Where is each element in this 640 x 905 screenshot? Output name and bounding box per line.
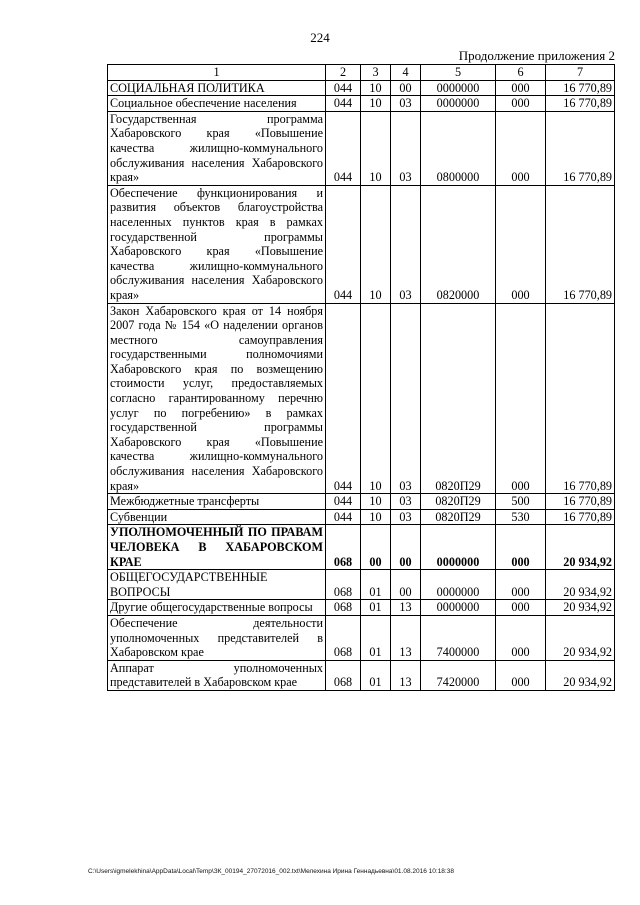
code-cell: 10 xyxy=(361,96,391,112)
row-name-cell: Аппарат уполномоченных представителей в Хабаровском крае xyxy=(108,660,326,690)
code-cell: 00 xyxy=(361,525,391,570)
code-cell: 10 xyxy=(361,185,391,303)
code-cell: 068 xyxy=(326,615,361,660)
code-cell: 068 xyxy=(326,600,361,616)
row-name-cell: Социальное обеспечение населения xyxy=(108,96,326,112)
code-cell: 068 xyxy=(326,570,361,600)
amount-cell: 20 934,92 xyxy=(546,600,615,616)
code-cell: 000 xyxy=(496,600,546,616)
table-row xyxy=(108,96,615,112)
code-cell: 10 xyxy=(361,80,391,96)
table-header-row xyxy=(108,65,615,81)
code-cell: 13 xyxy=(391,660,421,690)
code-cell: 000 xyxy=(496,185,546,303)
code-cell: 0000000 xyxy=(421,96,496,112)
code-cell: 13 xyxy=(391,600,421,616)
row-name-cell: Обеспечение функционирования и развития объектов благоустройства населенных пунктов края в рамках государственной программы Хабаровского края «Повышение качества жилищно-коммунального обслуживания населения Хабаровского края» xyxy=(108,185,326,303)
code-cell: 13 xyxy=(391,615,421,660)
budget-table xyxy=(107,64,615,691)
code-cell: 000 xyxy=(496,80,546,96)
table-row xyxy=(108,111,615,185)
code-cell: 01 xyxy=(361,660,391,690)
amount-cell: 16 770,89 xyxy=(546,111,615,185)
code-cell: 044 xyxy=(326,509,361,525)
code-cell: 044 xyxy=(326,494,361,510)
column-header: 5 xyxy=(421,65,496,81)
column-header: 6 xyxy=(496,65,546,81)
code-cell: 044 xyxy=(326,303,361,494)
code-cell: 10 xyxy=(361,303,391,494)
code-cell: 044 xyxy=(326,80,361,96)
code-cell: 044 xyxy=(326,96,361,112)
code-cell: 0820П29 xyxy=(421,494,496,510)
amount-cell: 16 770,89 xyxy=(546,80,615,96)
page-number: 224 xyxy=(310,30,330,45)
column-header: 1 xyxy=(108,65,326,81)
table-row xyxy=(108,494,615,510)
code-cell: 000 xyxy=(496,303,546,494)
amount-cell: 20 934,92 xyxy=(546,660,615,690)
column-header: 7 xyxy=(546,65,615,81)
code-cell: 7400000 xyxy=(421,615,496,660)
code-cell: 0000000 xyxy=(421,525,496,570)
column-header: 3 xyxy=(361,65,391,81)
row-name-cell: Другие общегосударственные вопросы xyxy=(108,600,326,616)
code-cell: 03 xyxy=(391,111,421,185)
column-header: 2 xyxy=(326,65,361,81)
amount-cell: 16 770,89 xyxy=(546,96,615,112)
amount-cell: 20 934,92 xyxy=(546,525,615,570)
row-name-cell: ОБЩЕГОСУДАРСТВЕННЫЕ ВОПРОСЫ xyxy=(108,570,326,600)
code-cell: 068 xyxy=(326,525,361,570)
code-cell: 000 xyxy=(496,660,546,690)
code-cell: 000 xyxy=(496,111,546,185)
code-cell: 000 xyxy=(496,570,546,600)
code-cell: 00 xyxy=(391,570,421,600)
code-cell: 03 xyxy=(391,303,421,494)
code-cell: 0000000 xyxy=(421,600,496,616)
table-row xyxy=(108,303,615,494)
code-cell: 03 xyxy=(391,96,421,112)
document-footer-path: C:\Users\igmelekhina\AppData\Local\Temp\ЗК_00194_27072016_002.txt\Мелехина Ирина Геннадьевна\01.08.2016 10:18:38 xyxy=(88,868,454,875)
code-cell: 044 xyxy=(326,111,361,185)
row-name-cell: Закон Хабаровского края от 14 ноября 2007 года № 154 «О наделении органов местного самоуправления государственными полномочиями Хабаровского края по возмещению стоимости услуг, предоставляемых согласно гарантированному перечню услуг по погребению» в рамках государственной программы Хабаровского края «Повышение качества жилищно-коммунального обслуживания населения Хабаровского края» xyxy=(108,303,326,494)
code-cell: 01 xyxy=(361,600,391,616)
table-row xyxy=(108,185,615,303)
row-name-cell: Межбюджетные трансферты xyxy=(108,494,326,510)
code-cell: 0000000 xyxy=(421,80,496,96)
code-cell: 01 xyxy=(361,615,391,660)
code-cell: 7420000 xyxy=(421,660,496,690)
code-cell: 10 xyxy=(361,111,391,185)
table-row xyxy=(108,660,615,690)
code-cell: 044 xyxy=(326,185,361,303)
row-name-cell: Субвенции xyxy=(108,509,326,525)
code-cell: 00 xyxy=(391,80,421,96)
code-cell: 530 xyxy=(496,509,546,525)
code-cell: 000 xyxy=(496,96,546,112)
table-row xyxy=(108,509,615,525)
amount-cell: 20 934,92 xyxy=(546,615,615,660)
amount-cell: 20 934,92 xyxy=(546,570,615,600)
code-cell: 03 xyxy=(391,509,421,525)
code-cell: 10 xyxy=(361,509,391,525)
table-row xyxy=(108,525,615,570)
code-cell: 500 xyxy=(496,494,546,510)
code-cell: 03 xyxy=(391,185,421,303)
amount-cell: 16 770,89 xyxy=(546,303,615,494)
amount-cell: 16 770,89 xyxy=(546,494,615,510)
table-row xyxy=(108,600,615,616)
appendix-continuation-label: Продолжение приложения 2 xyxy=(458,48,615,63)
column-header: 4 xyxy=(391,65,421,81)
code-cell: 0820000 xyxy=(421,185,496,303)
code-cell: 01 xyxy=(361,570,391,600)
code-cell: 0000000 xyxy=(421,570,496,600)
amount-cell: 16 770,89 xyxy=(546,185,615,303)
row-name-cell: Государственная программа Хабаровского края «Повышение качества жилищно-коммунального обслуживания населения Хабаровского края» xyxy=(108,111,326,185)
code-cell: 00 xyxy=(391,525,421,570)
code-cell: 03 xyxy=(391,494,421,510)
table-row xyxy=(108,80,615,96)
table-row xyxy=(108,570,615,600)
row-name-cell: Обеспечение деятельности уполномоченных представителей в Хабаровском крае xyxy=(108,615,326,660)
code-cell: 10 xyxy=(361,494,391,510)
code-cell: 000 xyxy=(496,525,546,570)
table-row xyxy=(108,615,615,660)
amount-cell: 16 770,89 xyxy=(546,509,615,525)
row-name-cell: СОЦИАЛЬНАЯ ПОЛИТИКА xyxy=(108,80,326,96)
code-cell: 0820П29 xyxy=(421,303,496,494)
code-cell: 000 xyxy=(496,615,546,660)
code-cell: 0800000 xyxy=(421,111,496,185)
code-cell: 068 xyxy=(326,660,361,690)
row-name-cell: УПОЛНОМОЧЕННЫЙ ПО ПРАВАМ ЧЕЛОВЕКА В ХАБАРОВСКОМ КРАЕ xyxy=(108,525,326,570)
code-cell: 0820П29 xyxy=(421,509,496,525)
